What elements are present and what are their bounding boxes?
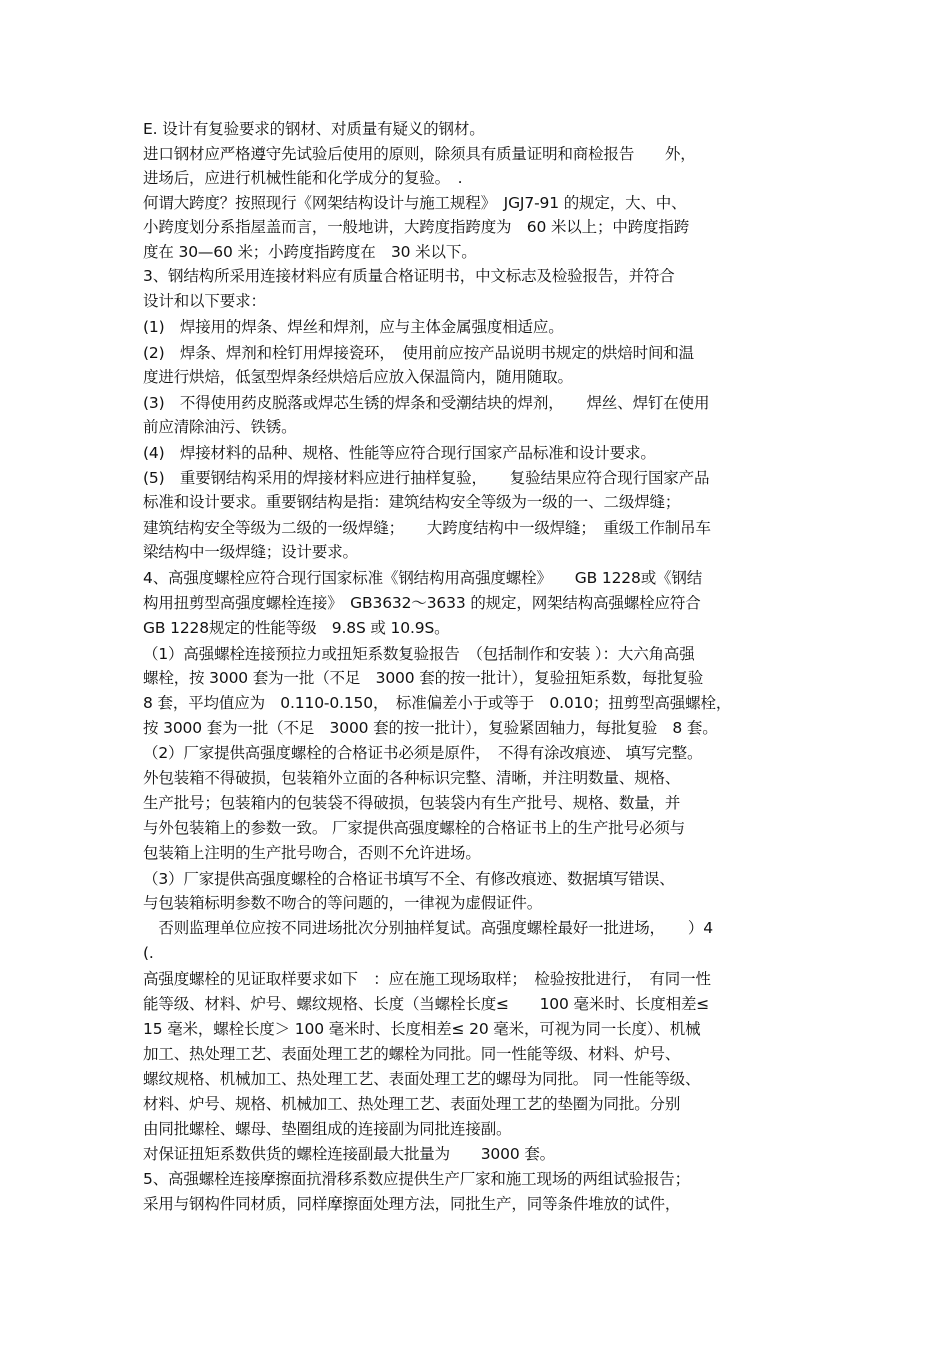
text-line: 生产批号；包装箱内的包装袋不得破损，包装袋内有生产批号、规格、数量，并 xyxy=(143,794,681,812)
text-line: 螺纹规格、机械加工、热处理工艺、表面处理工艺的螺母为同批。 同一性能等级、 xyxy=(143,1070,701,1088)
text-line: 包装箱上注明的生产批号吻合，否则不允许进场。 xyxy=(143,844,481,862)
text-line: 4、高强度螺栓应符合现行国家标准《钢结构用高强度螺栓》 GB 1228或《钢结 xyxy=(143,569,703,587)
text-line: E. 设计有复验要求的钢材、对质量有疑义的钢材。 xyxy=(143,120,485,138)
text-line: (3) 不得使用药皮脱落或焊芯生锈的焊条和受潮结块的焊剂， 焊丝、焊钉在使用 xyxy=(143,394,710,412)
text-line: 高强度螺栓的见证取样要求如下 ：应在施工现场取样； 检验按批进行， 有同一性 xyxy=(143,970,711,988)
text-line: 螺栓，按 3000 套为一批（不足 3000 套的按一批计），复验扭矩系数，每批复验 xyxy=(143,669,704,687)
text-line: 前应清除油污、铁锈。 xyxy=(143,418,297,436)
text-line: 设计和以下要求： xyxy=(143,292,266,310)
text-line: 进场后，应进行机械性能和化学成分的复验。 . xyxy=(143,169,463,187)
text-line: 何谓大跨度？按照现行《网架结构设计与施工规程》 JGJ7-91 的规定，大、中、 xyxy=(143,194,687,212)
text-line: （2）厂家提供高强度螺栓的合格证书必须是原件， 不得有涂改痕迹、 填写完整。 xyxy=(143,744,703,762)
text-line: 由同批螺栓、螺母、垫圈组成的连接副为同批连接副。 xyxy=(143,1120,512,1138)
text-line: (. xyxy=(143,944,154,962)
text-line: 梁结构中一级焊缝；设计要求。 xyxy=(143,543,358,561)
text-line: (1) 焊接用的焊条、焊丝和焊剂，应与主体金属强度相适应。 xyxy=(143,318,564,336)
text-line: 3、钢结构所采用连接材料应有质量合格证明书，中文标志及检验报告，并符合 xyxy=(143,267,675,285)
text-line: 小跨度划分系指屋盖而言，一般地讲，大跨度指跨度为 60 米以上；中跨度指跨 xyxy=(143,218,690,236)
text-line: 进口钢材应严格遵守先试验后使用的原则，除须具有质量证明和商检报告 外， xyxy=(143,145,696,163)
text-line: （1）高强螺栓连接预拉力或扭矩系数复验报告 （包括制作和安装 ）：大六角高强 xyxy=(143,645,695,663)
text-line: 外包装箱不得破损，包装箱外立面的各种标识完整、清晰，并注明数量、规格、 xyxy=(143,769,681,787)
text-line: 按 3000 套为一批（不足 3000 套的按一批计），复验紧固轴力，每批复验 8 套。 xyxy=(143,719,718,737)
text-line: (4) 焊接材料的品种、规格、性能等应符合现行国家产品标准和设计要求。 xyxy=(143,444,656,462)
text-line: 与外包装箱上的参数一致。 厂家提供高强度螺栓的合格证书上的生产批号必须与 xyxy=(143,819,686,837)
text-line: 15 毫米，螺栓长度＞ 100 毫米时、长度相差≤ 20 毫米，可视为同一长度）、机械 xyxy=(143,1020,701,1038)
text-line: 加工、热处理工艺、表面处理工艺的螺栓为同批。同一性能等级、材料、炉号、 xyxy=(143,1045,681,1063)
text-line: 5、高强螺栓连接摩擦面抗滑移系数应提供生产厂家和施工现场的两组试验报告； xyxy=(143,1170,690,1188)
text-line: 否则监理单位应按不同进场批次分别抽样复试。高强度螺栓最好一批进场， ）4 xyxy=(143,919,713,937)
text-line: 标准和设计要求。重要钢结构是指：建筑结构安全等级为一级的一、二级焊缝； xyxy=(143,493,681,511)
text-line: 度进行烘焙，低氢型焊条经烘焙后应放入保温筒内，随用随取。 xyxy=(143,368,573,386)
text-line: 采用与钢构件同材质，同样摩擦面处理方法，同批生产，同等条件堆放的试件， xyxy=(143,1195,681,1213)
text-line: 材料、炉号、规格、机械加工、热处理工艺、表面处理工艺的垫圈为同批。分别 xyxy=(143,1095,681,1113)
text-line: 能等级、材料、炉号、螺纹规格、长度（当螺栓长度≤ 100 毫米时、长度相差≤ xyxy=(143,995,710,1013)
text-line: 对保证扭矩系数供货的螺栓连接副最大批量为 3000 套。 xyxy=(143,1145,556,1163)
text-line: 构用扭剪型高强度螺栓连接》 GB3632～3633 的规定，网架结构高强螺栓应符合 xyxy=(143,594,701,612)
text-line: 8 套，平均值应为 0.110-0.150， 标准偏差小于或等于 0.010；扭剪型高强螺栓， xyxy=(143,694,732,712)
text-line: GB 1228规定的性能等级 9.8S 或 10.9S。 xyxy=(143,619,450,637)
text-line: 度在 30—60 米；小跨度指跨度在 30 米以下。 xyxy=(143,243,477,261)
text-line: 与包装箱标明参数不吻合的等问题的，一律视为虚假证件。 xyxy=(143,894,543,912)
text-line: (5) 重要钢结构采用的焊接材料应进行抽样复验， 复验结果应符合现行国家产品 xyxy=(143,469,710,487)
text-line: (2) 焊条、焊剂和栓钉用焊接瓷环， 使用前应按产品说明书规定的烘焙时间和温 xyxy=(143,344,695,362)
text-line: 建筑结构安全等级为二级的一级焊缝； 大跨度结构中一级焊缝； 重级工作制吊车 xyxy=(143,519,711,537)
text-line: （3）厂家提供高强度螺栓的合格证书填写不全、有修改痕迹、数据填写错误、 xyxy=(143,870,675,888)
